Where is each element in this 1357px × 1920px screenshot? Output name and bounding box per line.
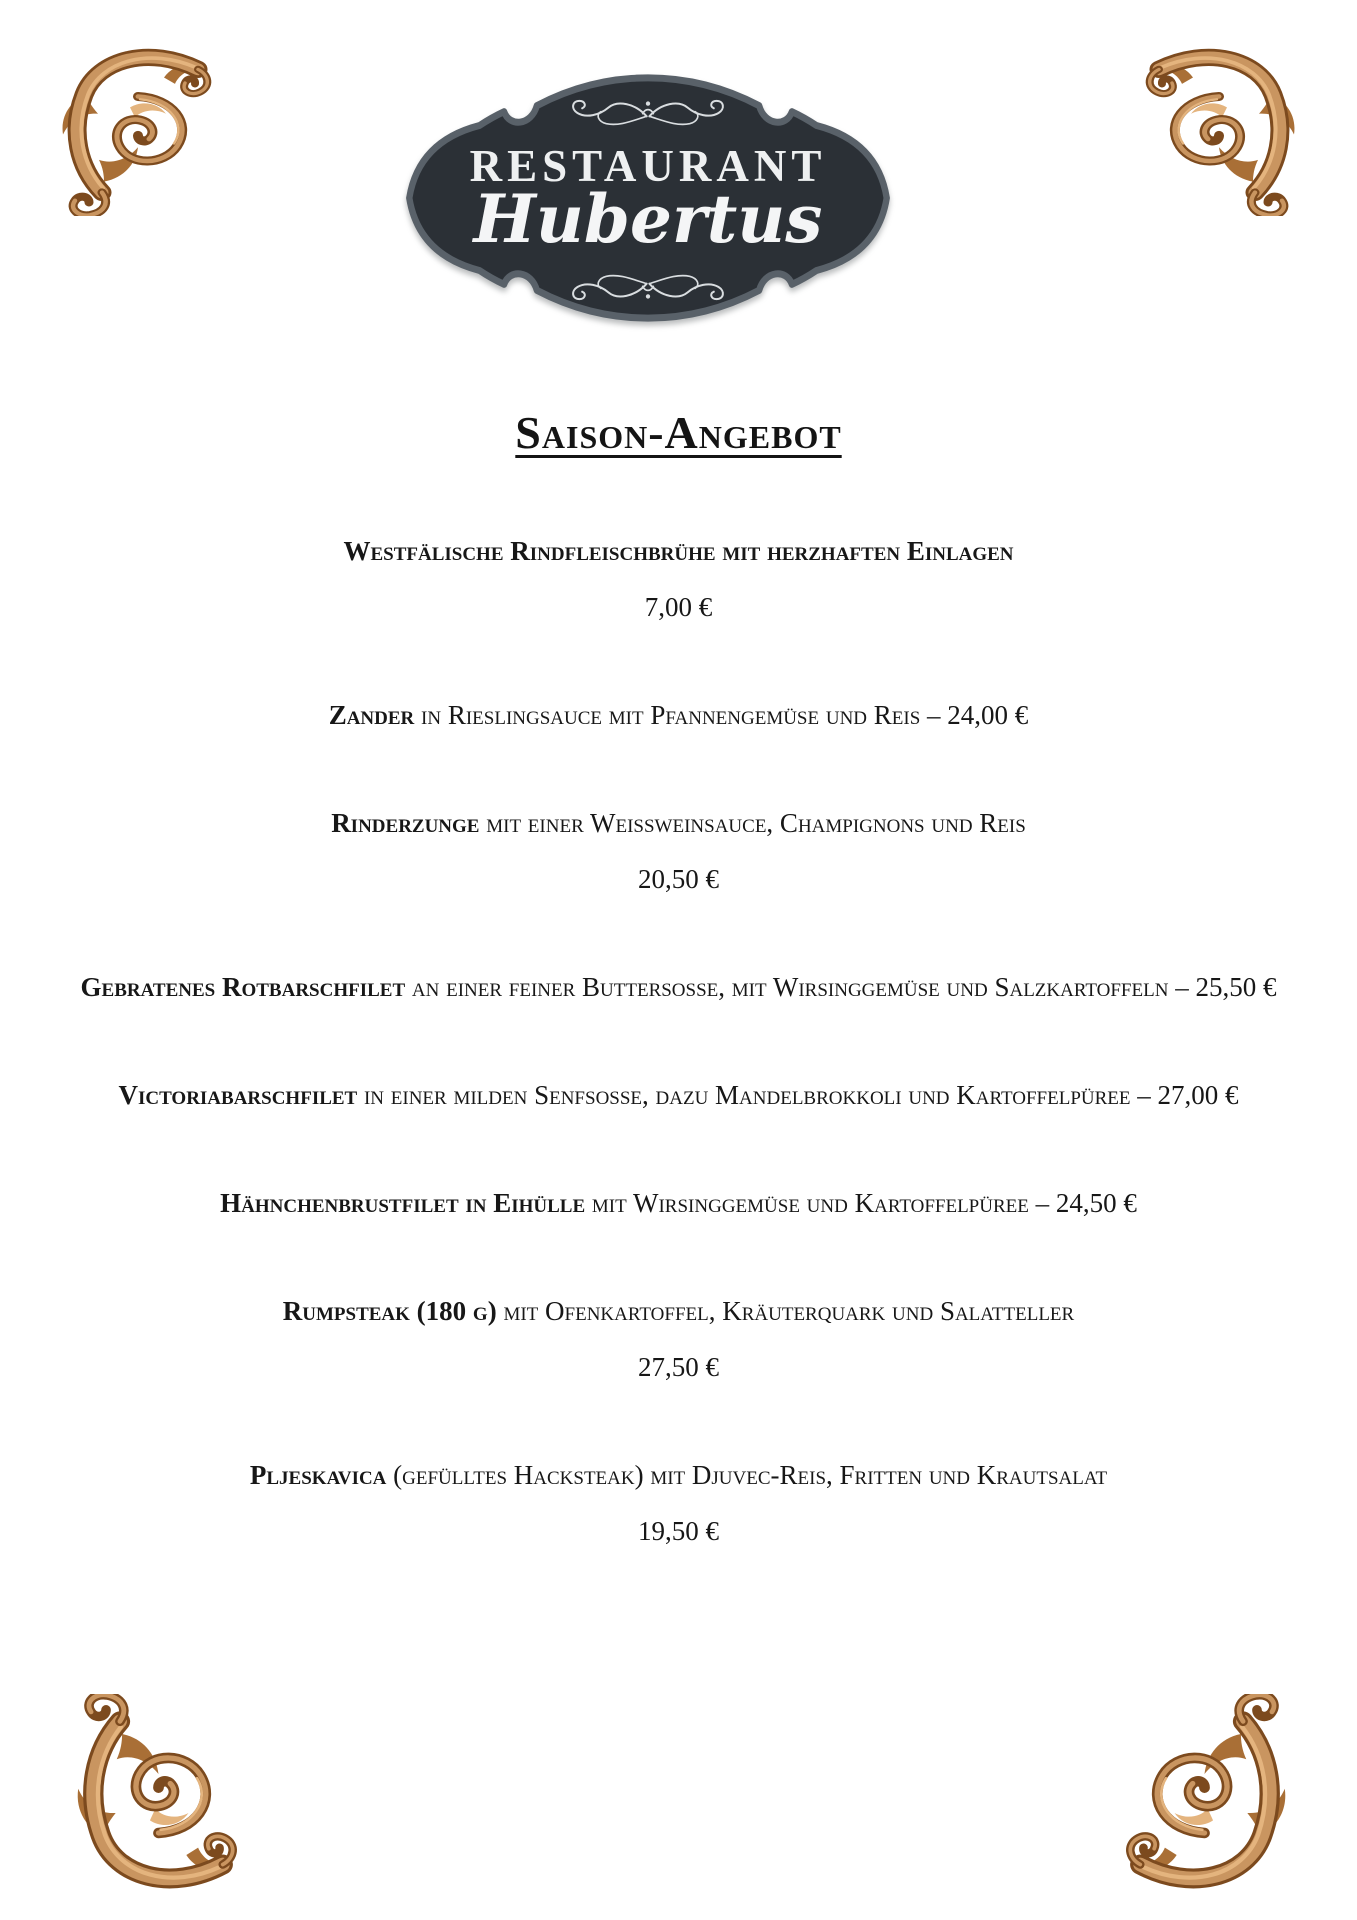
dish-description: mit Wirsinggemüse und Kartoffelpüree bbox=[585, 1188, 1029, 1218]
dish-description: mit einer Weißweinsauce, Champignons und Reis bbox=[479, 808, 1026, 838]
menu-item bbox=[66, 1175, 1291, 1231]
dish-name: Rinderzunge bbox=[331, 808, 480, 838]
corner-flourish-top-right-icon bbox=[1141, 44, 1311, 216]
dish-price: – 25,50 € bbox=[1168, 972, 1277, 1002]
dish-line bbox=[66, 959, 1291, 1015]
corner-flourish-top-left-icon bbox=[46, 44, 216, 216]
dish-line bbox=[66, 1447, 1291, 1503]
dish-line bbox=[66, 687, 1291, 743]
dish-description: in einer milden Senfsoße, dazu Mandelbrokkoli und Kartoffelpüree bbox=[357, 1080, 1131, 1110]
dish-price: – 24,50 € bbox=[1028, 1188, 1137, 1218]
logo-scroll-divider-top-icon bbox=[541, 94, 756, 136]
menu-item bbox=[66, 1067, 1291, 1123]
dish-name: Victoriabarschfilet bbox=[118, 1080, 358, 1110]
dish-line bbox=[66, 1067, 1291, 1123]
dish-price: – 24,00 € bbox=[920, 700, 1029, 730]
dish-line bbox=[66, 795, 1291, 851]
dish-price: 20,50 € bbox=[638, 864, 719, 894]
menu-items bbox=[66, 523, 1291, 1611]
logo-scroll-divider-bottom-icon bbox=[541, 264, 756, 306]
dish-description: an einer feiner Buttersoße, mit Wirsinggemüse und Salzkartoffeln bbox=[405, 972, 1169, 1002]
dish-price: 27,50 € bbox=[638, 1352, 719, 1382]
dish-line bbox=[66, 523, 1291, 579]
corner-flourish-bottom-right-icon bbox=[1121, 1694, 1303, 1894]
dish-name: Hähnchenbrustfilet in Eihülle bbox=[220, 1188, 586, 1218]
dish-name: Pljeskavica bbox=[249, 1460, 387, 1490]
dish-name: Westfälische Rindfleischbrühe mit herzhaften Einlagen bbox=[343, 536, 1014, 566]
restaurant-logo bbox=[402, 64, 894, 332]
dish-line bbox=[66, 1283, 1291, 1339]
dish-name: Rumpsteak (180 g) bbox=[282, 1296, 497, 1326]
dish-price: – 27,00 € bbox=[1130, 1080, 1239, 1110]
dish-description: in Rieslingsauce mit Pfannengemüse und Reis bbox=[414, 700, 921, 730]
dish-price: 19,50 € bbox=[638, 1516, 719, 1546]
logo-restaurant-text: RESTAURANT bbox=[469, 141, 827, 191]
dish-description: mit Ofenkartoffel, Kräuterquark und Salatteller bbox=[496, 1296, 1075, 1326]
dish-price: 7,00 € bbox=[644, 592, 713, 622]
menu-item bbox=[66, 523, 1291, 635]
dish-line bbox=[66, 1175, 1291, 1231]
corner-flourish-bottom-left-icon bbox=[60, 1694, 242, 1894]
menu-item bbox=[66, 959, 1291, 1015]
dish-name: Gebratenes Rotbarschfilet bbox=[80, 972, 406, 1002]
menu-item bbox=[66, 687, 1291, 743]
dish-name: Zander bbox=[328, 700, 415, 730]
logo-hubertus-text: Hubertus bbox=[473, 180, 823, 258]
menu-item bbox=[66, 795, 1291, 907]
dish-description: (gefülltes Hacksteak) mit Djuvec-Reis, Fritten und Krautsalat bbox=[386, 1460, 1108, 1490]
menu-item bbox=[66, 1283, 1291, 1395]
menu-title: Saison-Angebot bbox=[515, 407, 842, 458]
menu-item bbox=[66, 1447, 1291, 1559]
